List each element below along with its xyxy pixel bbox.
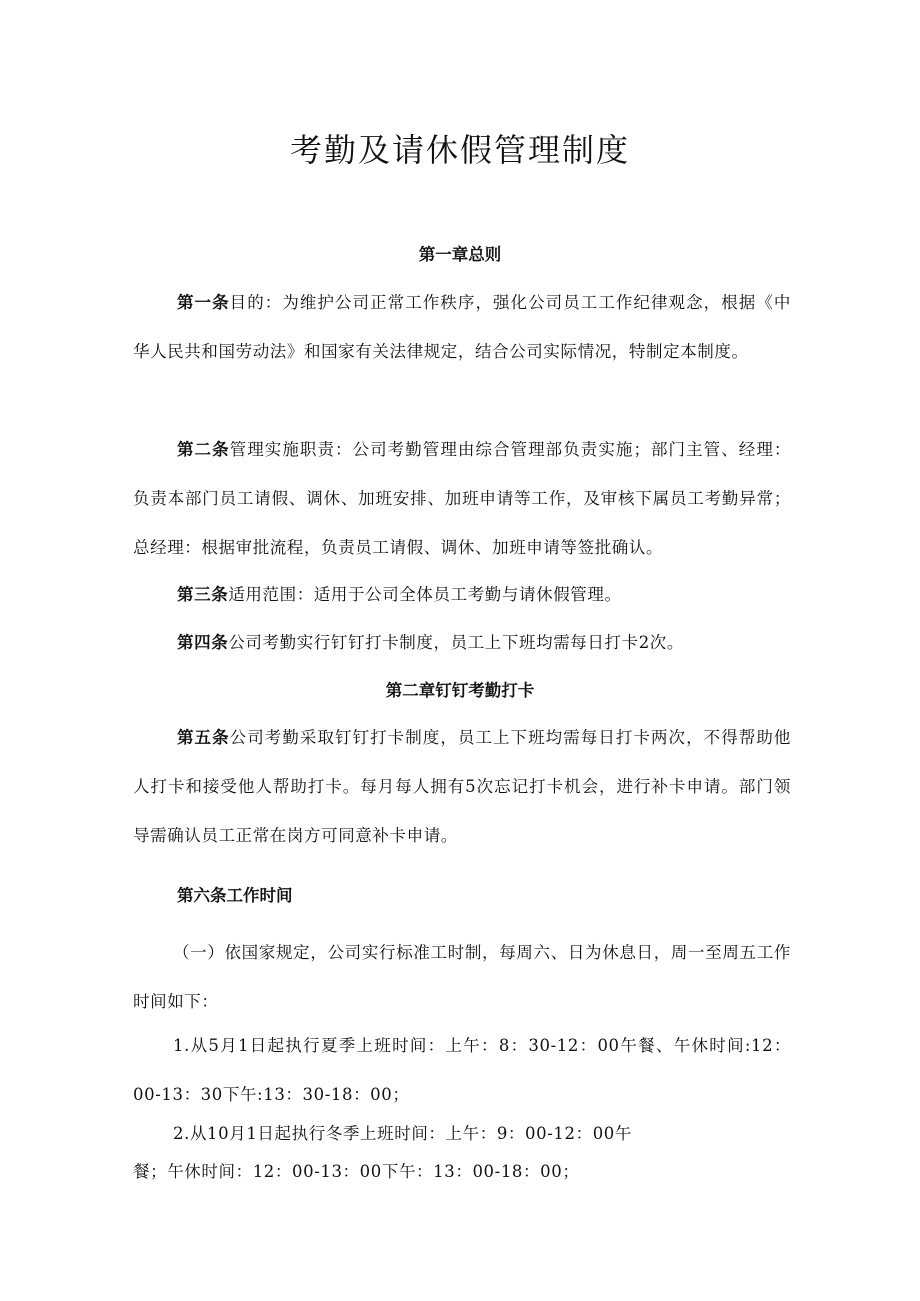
article-1 [133, 278, 791, 376]
article-2-label: 第二条 [177, 440, 230, 459]
chapter-heading-1: 第一章总则 [418, 245, 502, 264]
article-3-text: 适用范围：适用于公司全体员工考勤与请休假管理。 [228, 585, 622, 604]
article-6-item-2-line-2: 餐；午休时间：12：00-13：00下午：13：00-18：00； [133, 1162, 580, 1181]
document-title: 考勤及请休假管理制度 [289, 131, 630, 169]
article-1-label: 第一条 [177, 293, 230, 312]
article-2-text: 管理实施职责：公司考勤管理由综合管理部负责实施；部门主管、经理：负责本部门员工请假、调休、加班安排、加班申请等工作，及审核下属员工考勤异常；总经理：根据审批流程，负责员工请假、调休、加班申请等签批确认。 [133, 440, 791, 557]
article-6-item-1: 1.从5月1日起执行夏季上班时间：上午：8：30-12：00午餐、午休时间:12：00-13：30下午:13：30-18：00； [133, 1036, 791, 1104]
article-3-label: 第三条 [177, 585, 229, 604]
article-4-text: 公司考勤实行钉钉打卡制度，员工上下班均需每日打卡2次。 [228, 633, 685, 652]
article-4 [133, 618, 791, 667]
article-2 [133, 425, 791, 572]
article-3 [133, 570, 791, 619]
article-1-text: 目的：为维护公司正常工作秩序，强化公司员工工作纪律观念，根据《中华人民共和国劳动法》和国家有关法律规定，结合公司实际情况，特制定本制度。 [133, 293, 791, 361]
article-5 [133, 713, 791, 860]
article-6-paragraph-1: （一）依国家规定，公司实行标准工时制，每周六、日为休息日，周一至周五工作时间如下： [133, 943, 791, 1011]
article-6-heading: 第六条工作时间 [177, 886, 293, 905]
article-6-item-2-line-1: 2.从10月1日起执行冬季上班时间：上午：9：00-12：00午 [173, 1124, 632, 1143]
article-5-label: 第五条 [177, 728, 230, 747]
chapter-heading-2: 第二章钉钉考勤打卡 [385, 681, 535, 700]
article-5-text: 公司考勤采取钉钉打卡制度，员工上下班均需每日打卡两次，不得帮助他人打卡和接受他人帮助打卡。每月每人拥有5次忘记打卡机会，进行补卡申请。部门领导需确认员工正常在岗方可同意补卡申请。 [133, 728, 791, 845]
article-4-label: 第四条 [177, 633, 229, 652]
